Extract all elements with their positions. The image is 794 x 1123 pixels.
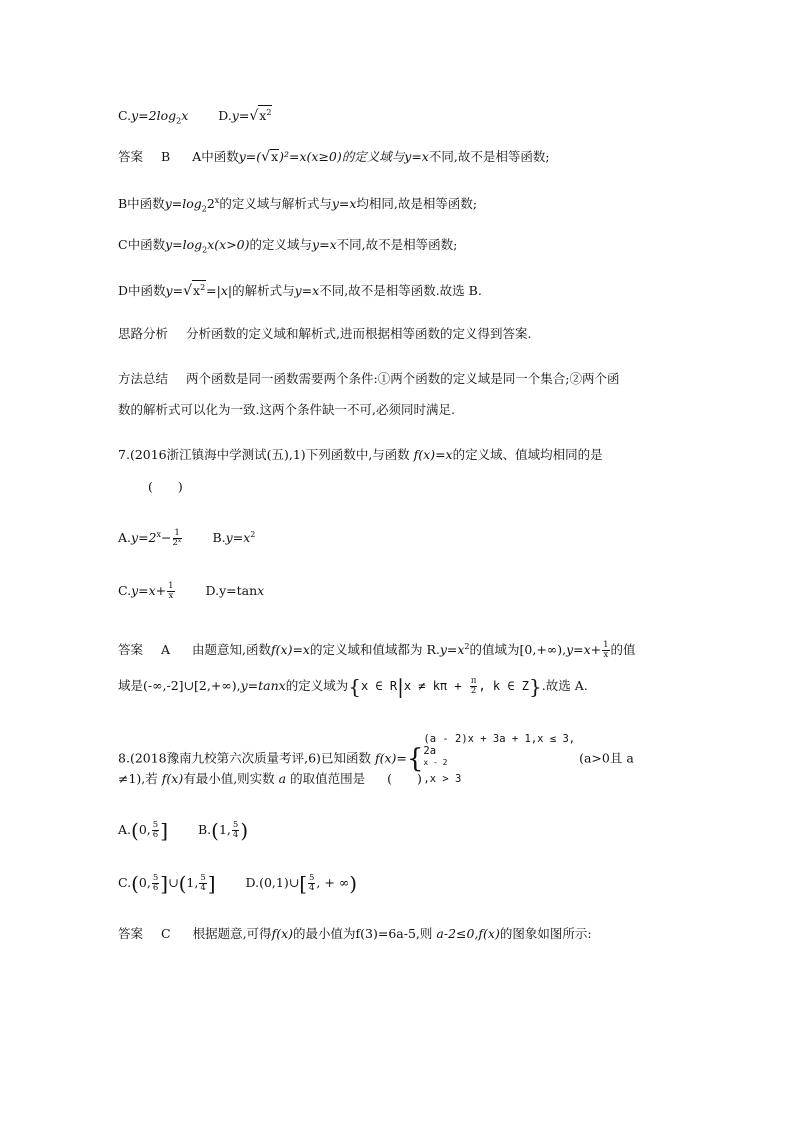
q6-method-line-2: 数的解析式可以化为一致.这两个条件缺一不可,必须同时满足. bbox=[118, 402, 455, 417]
q7-options-cd: C.y=x+ $\frac{1}{x}$ D.y=tanx bbox=[118, 581, 265, 601]
q6-answer-line-a: 答案 B A中函数y=(√x)²=x(x≥0)的定义域与y=x不同,故不是相等函数; bbox=[118, 149, 550, 165]
q6-answer-line-c: C中函数$y=\log_2x(x>0)$的定义域与y=x不同,故不是相等函数; bbox=[118, 237, 458, 255]
q7-options-ab: $A.y=2^x-$ $\frac{1}{\text{2ˣ}}$ $B.y=x^2$ bbox=[118, 528, 256, 549]
q6-method-line-1: 方法总结 两个函数是同一函数需要两个条件:①两个函数的定义域是同一个集合;②两个函 bbox=[118, 371, 620, 386]
q6-answer-line-b: B中函数$y=\log_22^x$的定义域与解析式与y=x均相同,故是相等函数; bbox=[118, 196, 478, 214]
q6-options-cd: $C.y=2\log_2x$ $D.y=√x^2$ bbox=[118, 105, 272, 131]
q7-answer-line-2: 域是(-∞,-2]∪[2,+∞),y=tanx的定义域为{x ∈ R|x ≠ kπ + $\frac{\pi}{2}$ , k ∈ Z}.故选 A. bbox=[118, 674, 588, 699]
q6-answer-line-d: D中函数$y=√x^2=|x|$的解析式与y=x不同,故不是相等函数.故选 B. bbox=[118, 280, 482, 300]
q8-options-ab: A.(0, $\frac{5}{6}$ ] B.(1, $\frac{5}{4}$ ) bbox=[118, 818, 249, 843]
q8-stem-line-1: 8.(2018豫南九校第六次质量考评,6)已知函数 f(x)={ (a - 2)x + 3a + 1,x ≤ 3, 2a $^{x - 2}$ ,x > 3 (a>0且 a bbox=[118, 733, 634, 785]
q7-answer-paren: ( ) bbox=[148, 479, 183, 494]
q7-answer-line-1: 答案 A 由题意知,函数f(x)=x的定义域和值域都为 $R.y=x^2$的值域为[0,+∞),y=x+ $\frac{1}{x}$ 的值 bbox=[118, 640, 636, 661]
q8-stem-line-2: ≠1),若 f(x)有最小值,则实数 a 的取值范围是 ( ) bbox=[118, 771, 422, 786]
q8-answer: 答案 C 根据题意,可得f(x)的最小值为f(3)=6a-5,则 a-2≤0,f(x)的图象如图所示: bbox=[118, 926, 592, 941]
q7-stem: 7.(2016浙江镇海中学测试(五),1)下列函数中,与函数 f(x)=x的定义域、值域均相同的是 bbox=[118, 447, 603, 462]
q8-options-cd: C.(0, $\frac{5}{6}$ ]∪(1, $\frac{5}{4}$ ] D.(0,1)∪[ $\frac{5}{4}$ , + ∞) bbox=[118, 871, 358, 896]
q6-analysis: 思路分析 分析函数的定义域和解析式,进而根据相等函数的定义得到答案. bbox=[118, 326, 532, 341]
